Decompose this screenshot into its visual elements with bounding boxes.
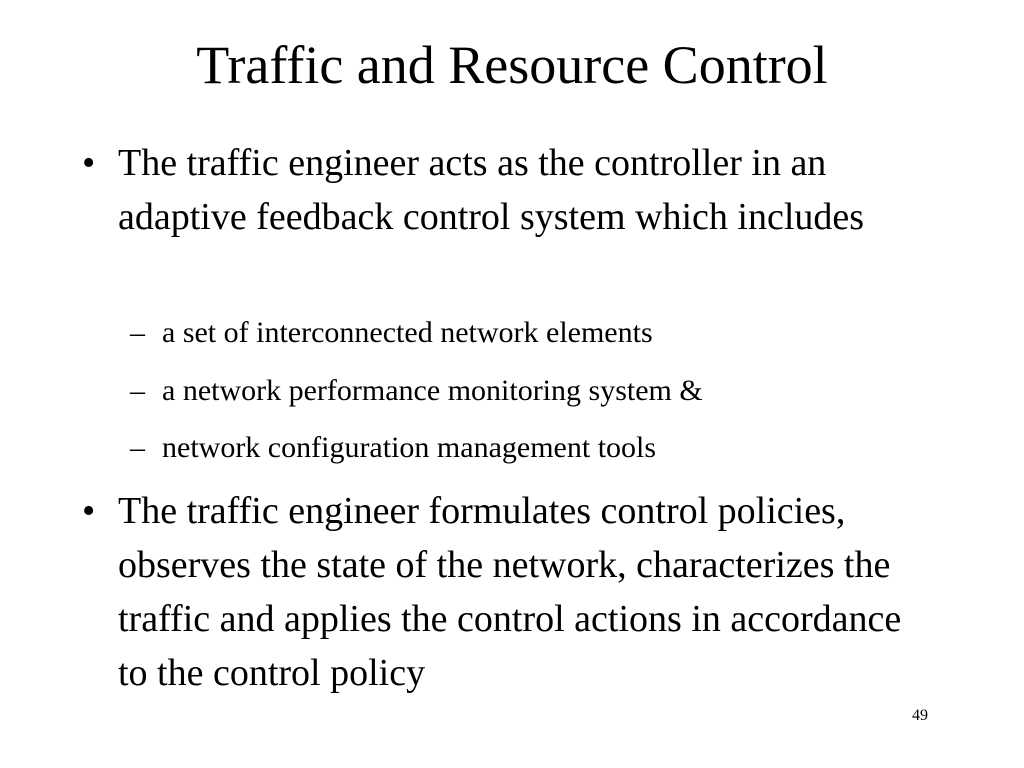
bullet-text: The traffic engineer formulates control policies, observes the state of the network, characterizes the traffic and applies the control actions in accordance to the control policy <box>118 490 902 694</box>
sub-bullet-network-elements <box>130 313 962 353</box>
sub-bullet-text: a set of interconnected network elements <box>162 316 653 349</box>
sub-bullet-monitoring-system <box>130 371 962 411</box>
sub-bullet-marker: – <box>130 374 145 407</box>
sub-bullet-text: a network performance monitoring system & <box>162 374 703 407</box>
bullet-marker: • <box>82 142 96 184</box>
bullet-item-control-policies <box>82 484 938 700</box>
page-number: 49 <box>912 707 928 724</box>
bullet-marker: • <box>82 490 96 532</box>
slide-title: Traffic and Resource Control <box>196 35 828 95</box>
sub-bullet-config-tools <box>130 428 962 468</box>
sub-bullet-text: network configuration management tools <box>162 431 657 464</box>
bullet-text: The traffic engineer acts as the controller in an adaptive feedback control system which includes <box>118 142 865 238</box>
bullet-item-controller <box>82 136 938 244</box>
sub-bullet-marker: – <box>130 431 145 464</box>
sub-bullet-marker: – <box>130 316 145 349</box>
